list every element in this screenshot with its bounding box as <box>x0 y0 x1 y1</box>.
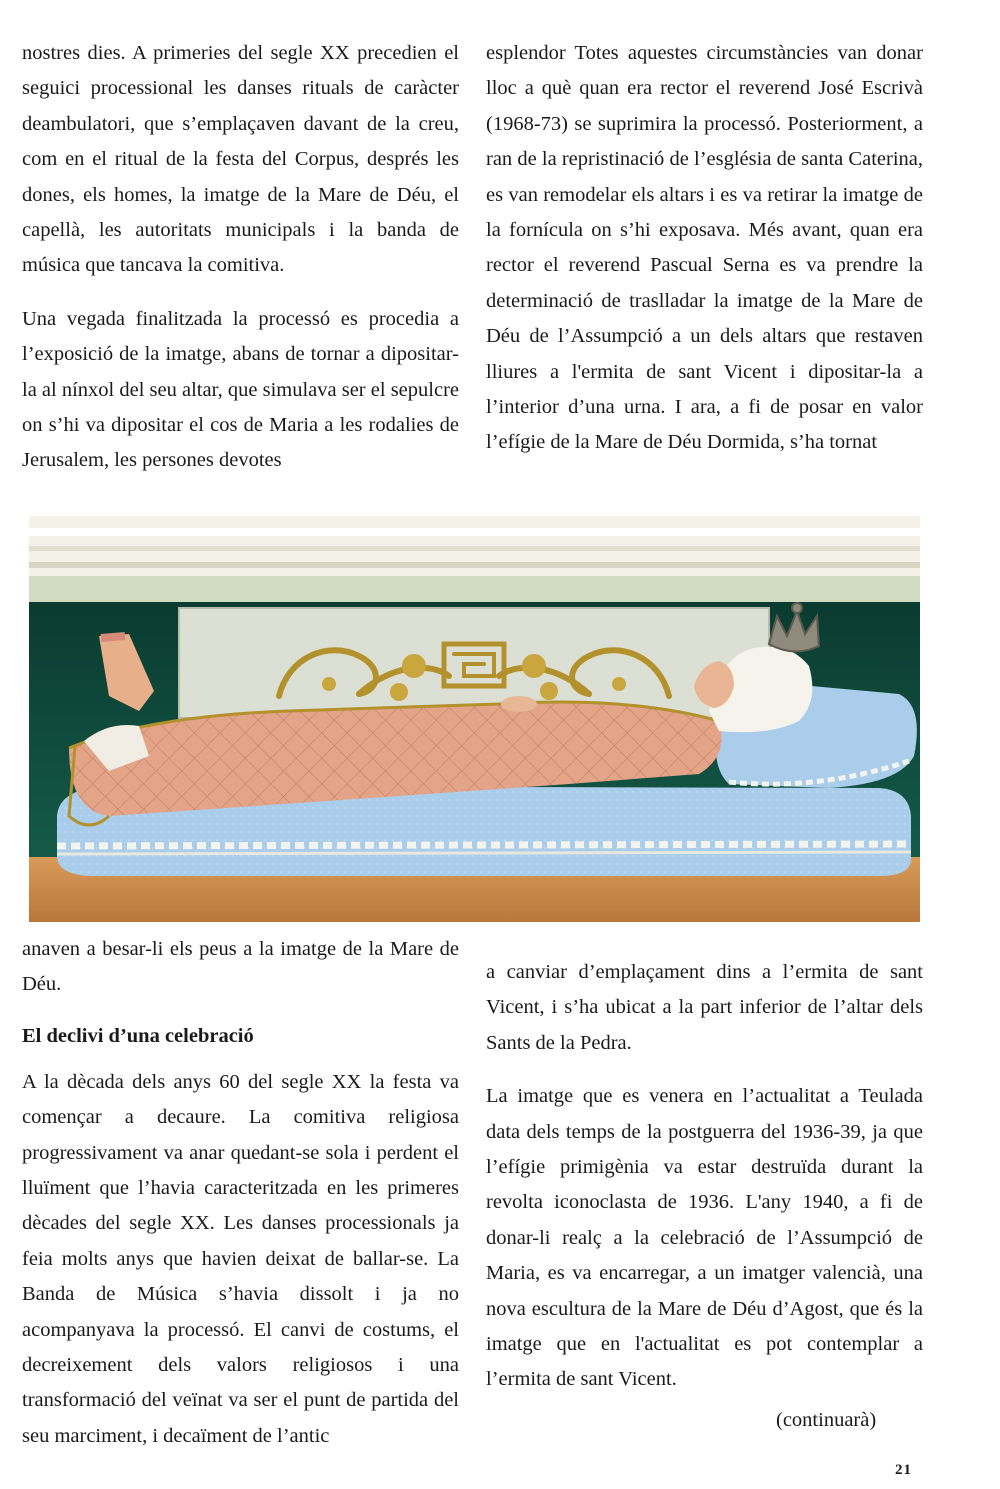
column-top-right <box>486 36 923 479</box>
section-heading-decline: El declivi d’una celebració <box>22 1024 254 1047</box>
column-bottom-right <box>486 955 923 1416</box>
paragraph-decline: A la dècada dels anys 60 del segle XX la festa va començar a decaure. La comitiva religiosa progressivament va anar quedant-se sola i perdent el lluïment que l’havia caracteritzada en les primeres dècades del segle XX. Les danses processionals ja feia molts anys que havien deixat de ballar-se. La Banda de Música s’havia dissolt i ja no acompanyava la processó. El canvi de costums, el decreixement dels valors religiosos i una transformació del veïnat va ser el punt de partida del seu marciment, i decaïment de l’antic <box>22 1070 459 1447</box>
paragraph-exposition: Una vegada finalitzada la processó es procedia a l’exposició de la imatge, abans de tornar a dipositar-la al nínxol del seu altar, que simulava ser el sepulcre on s’hi va dipositar el cos de Maria a les rodalies de Jerusalem, les persones devotes <box>22 307 459 472</box>
column-top-left <box>22 36 459 497</box>
continued-note: (continuarà) <box>776 1409 877 1431</box>
paragraph-suppression: esplendor Totes aquestes circumstàncies van donar lloc a què quan era rector el reverend José Escrivà (1968-73) se suprimira la processó. Posteriorment, a ran de la repristinació de l’església de santa Caterina, es van remodelar els altars i es va retirar la imatge de la fornícula on s’hi exposava. Més avant, quan era rector el reverend Pascual Serna es va prendre la determinació de traslladar la imatge de la Mare de Déu de l’Assumpció a un dels altars que restaven lliures a l'ermita de sant Vicent i dipositar-la a l’interior d’una urna. I ara, a fi de posar en valor l’efígie de la Mare de Déu Dormida, s’ha tornat <box>486 42 923 454</box>
photo-sleeping-virgin <box>29 516 920 922</box>
paragraph-kiss-feet: anaven a besar-li els peus a la imatge de la Mare de Déu. <box>22 938 459 996</box>
column-bottom-left <box>22 932 459 1472</box>
page-number: 21 <box>895 1462 912 1478</box>
paragraph-postwar-image: La imatge que es venera en l’actualitat a Teulada data dels temps de la postguerra del 1936-39, ja que l’efígie primigènia va estar destruïda durant la revolta iconoclasta de 1936. L'any 1940, a fi de donar-li realç a la celebració de l’Assumpció de Maria, es va encarregar, a un imatger valencià, una nova escultura de la Mare de Déu d’Agost, que és la imatge que en l'actualitat es pot contemplar a l’ermita de sant Vicent. <box>486 1085 923 1391</box>
paragraph-procession-order: nostres dies. A primeries del segle XX precedien el seguici processional les danses rituals de caràcter deambulatori, que s’emplaçaven davant de la creu, com en el ritual de la festa del Corpus, després les dones, els homes, la imatge de la Mare de Déu, el capellà, les autoritats municipals i la banda de música que tancava la comitiva. <box>22 42 459 277</box>
paragraph-relocation: a canviar d’emplaçament dins a l’ermita de sant Vicent, i s’ha ubicat a la part inferior de l’altar dels Sants de la Pedra. <box>486 961 923 1054</box>
